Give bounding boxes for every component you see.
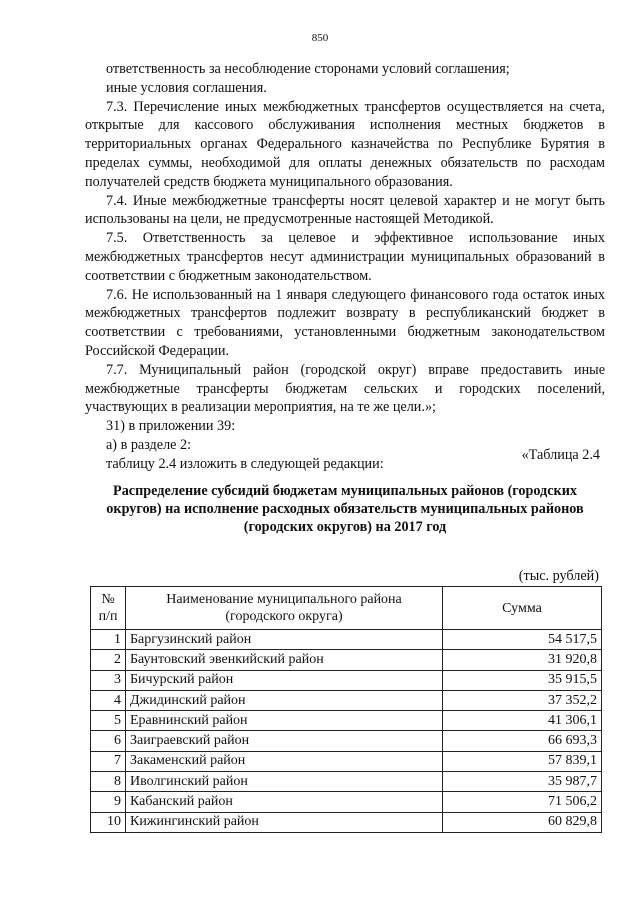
row-num: 8 — [91, 772, 126, 792]
table-row — [91, 751, 602, 771]
row-num: 1 — [91, 630, 126, 650]
row-name: Баунтовский эвенкийский район — [126, 650, 443, 670]
paragraph: 7.3. Перечисление иных межбюджетных трансфертов осуществляется на счета, открытые для кассового обслуживания исполнения местных бюджетов в территориальных органах Федерального казначейства по Республике Бурятия в пределах суммы, необходимой для оплаты денежных обязательств по расходам получателей средств бюджета муниципального образования. — [85, 98, 605, 190]
row-name: Еравнинский район — [126, 711, 443, 731]
header-num: № п/п — [91, 587, 126, 630]
row-num: 5 — [91, 711, 126, 731]
row-sum: 35 915,5 — [443, 670, 602, 690]
body-text — [85, 60, 605, 474]
table-body — [91, 630, 602, 833]
row-num: 7 — [91, 751, 126, 771]
row-sum: 31 920,8 — [443, 650, 602, 670]
paragraph: 7.5. Ответственность за целевое и эффективное использование иных межбюджетных трансфертов несут администрации муниципальных образований в соответствии с бюджетным законодательством. — [85, 230, 605, 284]
row-sum: 60 829,8 — [443, 812, 602, 832]
paragraph: ответственность за несоблюдение сторонами условий соглашения; — [106, 61, 510, 77]
paragraph: 7.7. Муниципальный район (городской округ) вправе предоставить иные межбюджетные трансферты бюджетам сельских и городских поселений, участвующих в реализации мероприятия, на те же цели.»; — [85, 361, 605, 416]
table-title: Распределение субсидий бюджетам муниципальных районов (городских округов) на исполнение расходных обязательств муниципальных районов (городских округов) на 2017 год — [106, 483, 584, 535]
table-row — [91, 630, 602, 650]
paragraph: 7.6. Не использованный на 1 января следующего финансового года остаток иных межбюджетных трансфертов подлежит возврату в республиканский бюджет в соответствии с требованиями, установленными бюджетным законодательством Российской Федерации. — [85, 286, 605, 359]
row-num: 2 — [91, 650, 126, 670]
row-num: 4 — [91, 690, 126, 710]
table-row — [91, 731, 602, 751]
row-sum: 54 517,5 — [443, 630, 602, 650]
table-row — [91, 690, 602, 710]
table-row — [91, 711, 602, 731]
row-num: 10 — [91, 812, 126, 832]
table-caption: «Таблица 2.4 — [521, 447, 600, 463]
header-sum: Сумма — [443, 587, 602, 630]
paragraph: таблицу 2.4 изложить в следующей редакции: — [106, 455, 384, 472]
row-name: Бичурский район — [126, 670, 443, 690]
row-sum: 57 839,1 — [443, 751, 602, 771]
row-name: Иволгинский район — [126, 772, 443, 792]
table-row — [91, 772, 602, 792]
paragraph: а) в разделе 2: — [106, 436, 192, 453]
table-header-row — [91, 587, 602, 630]
row-sum: 41 306,1 — [443, 711, 602, 731]
row-name: Джидинский район — [126, 690, 443, 710]
row-sum: 37 352,2 — [443, 690, 602, 710]
table-row — [91, 650, 602, 670]
row-name: Кабанский район — [126, 792, 443, 812]
table-row — [91, 792, 602, 812]
page-number: 850 — [311, 32, 329, 44]
row-sum: 66 693,3 — [443, 731, 602, 751]
table-row — [91, 670, 602, 690]
table-row — [91, 812, 602, 832]
row-num: 6 — [91, 731, 126, 751]
paragraph: иные условия соглашения. — [106, 79, 267, 96]
header-name: Наименование муниципального района (городского округа) — [126, 587, 443, 630]
row-name: Кижингинский район — [126, 812, 443, 832]
row-name: Баргузинский район — [126, 630, 443, 650]
row-sum: 71 506,2 — [443, 792, 602, 812]
subsidy-table — [90, 586, 602, 833]
paragraph: 7.4. Иные межбюджетные трансферты носят целевой характер и не могут быть использованы на цели, не предусмотренные настоящей Методикой. — [85, 192, 605, 228]
row-name: Заиграевский район — [126, 731, 443, 751]
unit-note: (тыс. рублей) — [518, 568, 599, 584]
row-num: 9 — [91, 792, 126, 812]
row-sum: 35 987,7 — [443, 772, 602, 792]
row-name: Закаменский район — [126, 751, 443, 771]
paragraph: 31) в приложении 39: — [106, 418, 236, 435]
row-num: 3 — [91, 670, 126, 690]
